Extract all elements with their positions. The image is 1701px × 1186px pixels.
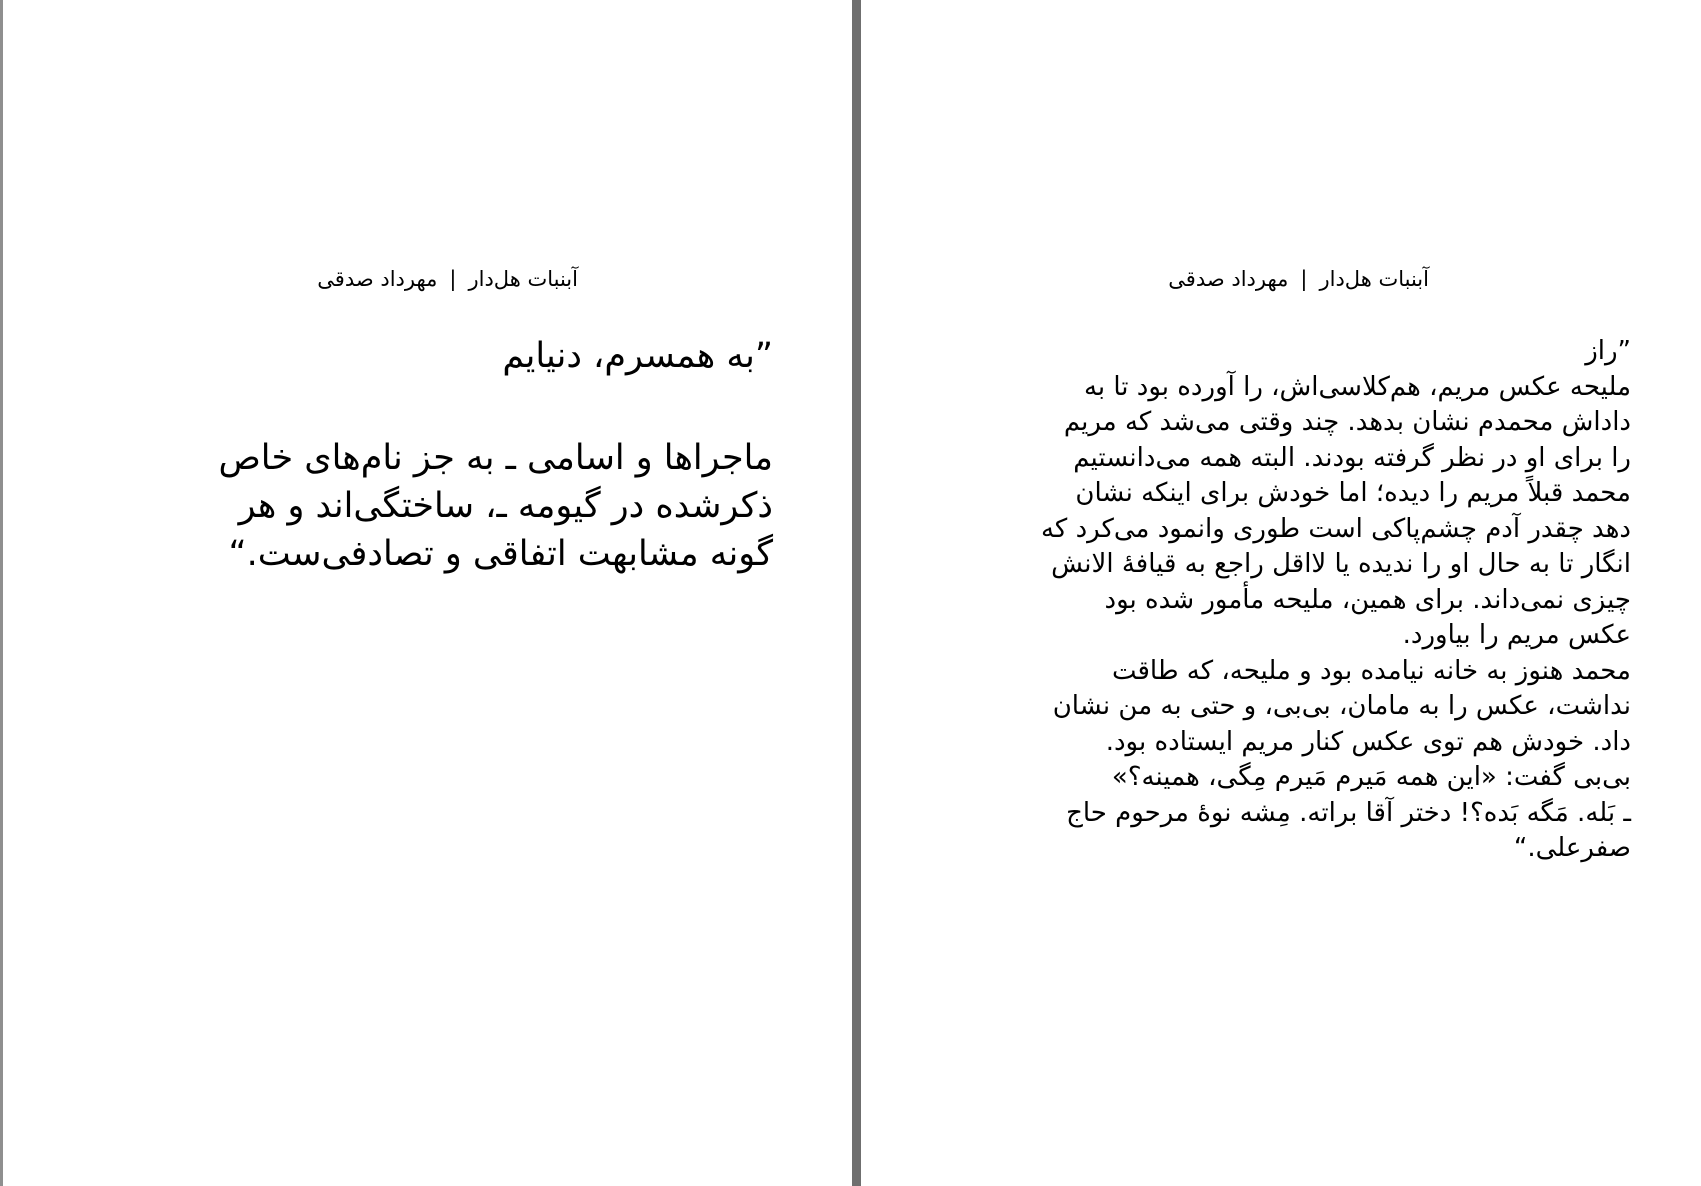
disclaimer-line: ماجراها و اسامی ـ به جز نام‌های خاص (218, 438, 773, 478)
story-line: بی‌بی گفت: «این همه مَیرم مَیرم مِگی، همینه؟» (1111, 762, 1631, 792)
author-name: مهرداد صدقی (1168, 267, 1289, 291)
story-line: چیزی نمی‌داند. برای همین، ملیحه مأمور شده بود (1104, 584, 1631, 615)
story-line: ملیحه عکس مریم، هم‌کلاسی‌اش، را آورده بود تا به (1083, 371, 1631, 402)
story-line: داداش محمدم نشان بدهد. چند وقتی می‌شد که مریم (1063, 407, 1631, 437)
left-page (3, 0, 852, 1186)
story-heading: ”راز (1585, 336, 1631, 366)
story-line: محمد قبلاً مریم را دیده؛ اما خودش برای اینکه نشان (1075, 478, 1631, 508)
page-gutter (852, 0, 861, 1186)
disclaimer-line: ذکرشده در گیومه ـ، ساختگی‌اند و هر (238, 486, 773, 526)
right-page (861, 0, 1701, 1186)
header-separator: | (1300, 267, 1308, 291)
book-title: آبنبات هل‌دار (1319, 267, 1429, 291)
disclaimer-line: گونه مشابهت اتفاقی و تصادفی‌ست.“ (228, 534, 773, 574)
story-line: ـ بَله. مَگه بَده؟! دختر آقا براته. مِشه نوۀ مرحوم حاج (1066, 797, 1631, 828)
story-line: نداشت، عکس را به مامان، بی‌بی، و حتی به من نشان (1052, 691, 1631, 721)
author-name: مهرداد صدقی (317, 267, 438, 291)
dedication: ”به همسرم، دنیایم (502, 336, 773, 376)
story-text (931, 334, 1631, 867)
header-separator: | (449, 267, 457, 291)
story-line: را برای او در نظر گرفته بودند. البته همه می‌دانستیم (1073, 442, 1631, 473)
story-line: محمد هنوز به خانه نیامده بود و ملیحه، که طاقت (1111, 655, 1631, 686)
disclaimer (113, 434, 773, 578)
running-head (1129, 264, 1429, 294)
story-line: صفرعلی.“ (1513, 833, 1631, 863)
running-head (278, 264, 578, 294)
story-line: انگار تا به حال او را ندیده یا لااقل راجع به قیافۀ الانش (1051, 549, 1631, 579)
story-line: داد. خودش هم توی عکس کنار مریم ایستاده بود. (1105, 726, 1631, 757)
story-line: عکس مریم را بیاورد. (1402, 620, 1631, 650)
story-line: دهد چقدر آدم چشم‌پاکی است طوری وانمود می‌کرد که (1040, 513, 1631, 544)
book-title: آبنبات هل‌دار (468, 267, 578, 291)
